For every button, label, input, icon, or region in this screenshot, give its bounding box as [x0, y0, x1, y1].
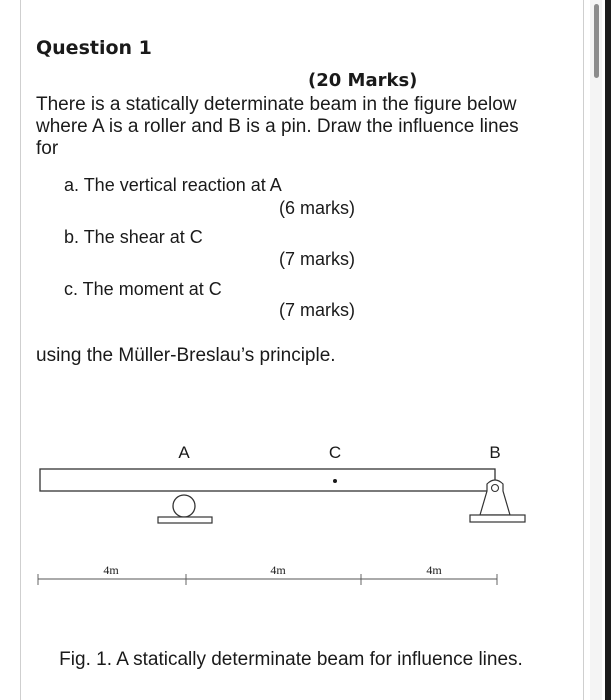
question-intro: There is a statically determinate beam in the figure below where A is a roller and B is a pin. Draw the influence lines for	[36, 94, 519, 159]
support-b-label: B	[489, 443, 501, 462]
scrollbar-track[interactable]	[590, 0, 602, 700]
scrollbar-thumb[interactable]	[594, 4, 599, 78]
item-c-marks: (7 marks)	[279, 300, 355, 320]
beam	[40, 469, 495, 491]
item-c-label: c. The moment at C	[64, 279, 222, 299]
point-c-marker	[333, 479, 337, 483]
item-b-label: b. The shear at C	[64, 227, 203, 247]
item-a-label: a. The vertical reaction at A	[64, 175, 282, 195]
point-c-label: C	[328, 443, 342, 462]
method-line: using the Müller-Breslau’s principle.	[36, 345, 336, 366]
window-edge	[605, 0, 611, 700]
segment-1-length: 4m	[103, 563, 119, 577]
beam-figure	[0, 430, 580, 590]
item-a-marks: (6 marks)	[279, 198, 355, 218]
segment-2-length: 4m	[270, 563, 286, 577]
item-b-marks: (7 marks)	[279, 249, 355, 269]
total-marks: (20 Marks)	[308, 70, 418, 91]
page-frame-right	[583, 0, 584, 700]
figure-caption: Fig. 1. A statically determinate beam for influence lines.	[59, 649, 523, 670]
roller-support-a	[158, 495, 212, 523]
segment-3-length: 4m	[426, 563, 442, 577]
page-frame-left	[20, 0, 21, 700]
support-a-label: A	[178, 443, 190, 462]
question-title: Question 1	[36, 37, 152, 59]
